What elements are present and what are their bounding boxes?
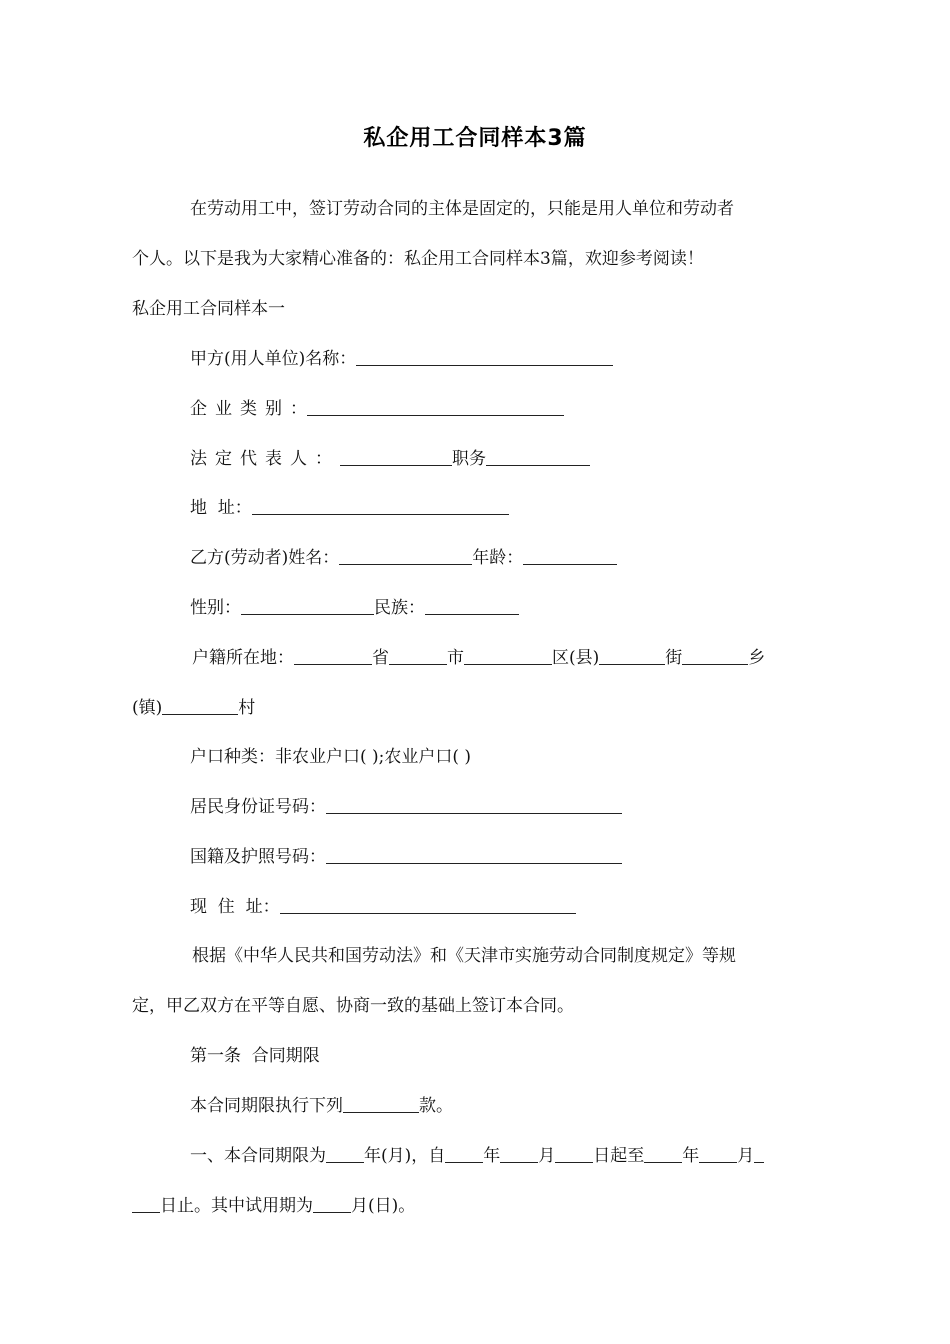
current-address-label: 现 住 址： xyxy=(190,897,280,917)
nationality-passport-field xyxy=(190,846,622,868)
company-type-field xyxy=(190,398,564,420)
city-label: 市 xyxy=(447,648,464,668)
term-1-text-g: 月 xyxy=(737,1146,755,1166)
term-clause-blank[interactable] xyxy=(343,1095,419,1113)
end-month-blank[interactable] xyxy=(699,1145,737,1163)
section-subtitle: 私企用工合同样本一 xyxy=(132,299,285,319)
position-label: 职务 xyxy=(452,449,486,469)
term-1-text-h: 日止。其中试用期为 xyxy=(160,1196,313,1216)
term-intro xyxy=(190,1095,453,1117)
term-1-text-b: 年(月)，自 xyxy=(364,1146,446,1166)
employee-name-blank[interactable] xyxy=(339,547,472,565)
basis-line-2: 定，甲乙双方在平等自愿、协商一致的基础上签订本合同。 xyxy=(132,996,574,1016)
employee-name-label: 乙方(劳动者)姓名： xyxy=(190,548,340,568)
district-label: 区(县) xyxy=(552,648,600,668)
term-1-text-f: 年 xyxy=(682,1146,700,1166)
street-label: 街 xyxy=(665,648,683,668)
nationality-passport-blank[interactable] xyxy=(326,846,622,864)
province-label: 省 xyxy=(372,648,389,668)
intro-line-2: 个人。以下是我为大家精心准备的：私企用工合同样本3篇，欢迎参考阅读！ xyxy=(132,249,704,269)
term-1-text-d: 月 xyxy=(538,1146,556,1166)
intro-line-1: 在劳动用工中，签订劳动合同的主体是固定的，只能是用人单位和劳动者 xyxy=(190,199,734,219)
employer-name-label: 甲方(用人单位)名称： xyxy=(190,349,357,369)
gender-label: 性别： xyxy=(190,598,241,618)
company-type-blank[interactable] xyxy=(307,398,564,416)
gender-blank[interactable] xyxy=(241,597,374,615)
basis-line-1: 根据《中华人民共和国劳动法》和《天津市实施劳动合同制度规定》等规 xyxy=(192,946,736,966)
street-blank[interactable] xyxy=(599,647,665,665)
term-intro-suffix: 款。 xyxy=(419,1096,453,1116)
ethnicity-label: 民族： xyxy=(374,598,425,618)
employee-name-field xyxy=(190,547,617,569)
term-1-line-2 xyxy=(132,1195,415,1217)
age-label: 年龄： xyxy=(472,548,524,568)
current-address-blank[interactable] xyxy=(280,896,576,914)
probation-blank[interactable] xyxy=(313,1195,351,1213)
employer-name-field xyxy=(190,348,613,370)
id-number-label: 居民身份证号码： xyxy=(190,797,326,817)
term-length-blank[interactable] xyxy=(326,1145,364,1163)
term-1-line-1 xyxy=(190,1145,764,1167)
legal-rep-field xyxy=(190,448,590,470)
employer-name-blank[interactable] xyxy=(356,348,613,366)
end-day-blank-cont[interactable] xyxy=(132,1195,160,1213)
household-location-label: 户籍所在地： xyxy=(192,648,294,668)
household-location-field xyxy=(192,647,765,669)
company-type-label: 企业类别： xyxy=(190,399,315,419)
township-label: 乡 xyxy=(748,648,766,668)
age-blank[interactable] xyxy=(523,547,617,565)
address-label: 地 址： xyxy=(190,498,252,518)
position-blank[interactable] xyxy=(486,448,590,466)
address-blank[interactable] xyxy=(252,497,509,515)
start-year-blank[interactable] xyxy=(445,1145,483,1163)
town-label: (镇) xyxy=(132,698,163,718)
gender-field xyxy=(190,597,519,619)
city-blank[interactable] xyxy=(389,647,447,665)
term-1-text-i: 月(日)。 xyxy=(351,1196,416,1216)
household-type-field: 户口种类：非农业户口( );农业户口( ) xyxy=(190,747,472,767)
end-year-blank[interactable] xyxy=(644,1145,682,1163)
term-1-text-e: 日起至 xyxy=(593,1146,645,1166)
household-location-field-cont xyxy=(132,697,255,719)
id-number-field xyxy=(190,796,622,818)
start-day-blank[interactable] xyxy=(555,1145,593,1163)
village-label: 村 xyxy=(238,698,256,718)
article-1-title: 第一条 合同期限 xyxy=(190,1046,320,1066)
town-blank[interactable] xyxy=(162,697,238,715)
end-day-blank-start[interactable] xyxy=(754,1145,764,1163)
current-address-field xyxy=(190,896,576,918)
term-intro-prefix: 本合同期限执行下列 xyxy=(190,1096,343,1116)
township-blank[interactable] xyxy=(682,647,748,665)
start-month-blank[interactable] xyxy=(500,1145,538,1163)
nationality-passport-label: 国籍及护照号码： xyxy=(190,847,326,867)
address-field xyxy=(190,497,509,519)
ethnicity-blank[interactable] xyxy=(425,597,519,615)
district-blank[interactable] xyxy=(464,647,552,665)
legal-rep-label: 法定代表人： xyxy=(190,449,340,469)
page-title: 私企用工合同样本3篇 xyxy=(363,126,587,151)
term-1-text-a: 一、本合同期限为 xyxy=(190,1146,326,1166)
term-1-text-c: 年 xyxy=(483,1146,501,1166)
id-number-blank[interactable] xyxy=(326,796,622,814)
province-blank[interactable] xyxy=(294,647,372,665)
legal-rep-blank[interactable] xyxy=(340,448,452,466)
